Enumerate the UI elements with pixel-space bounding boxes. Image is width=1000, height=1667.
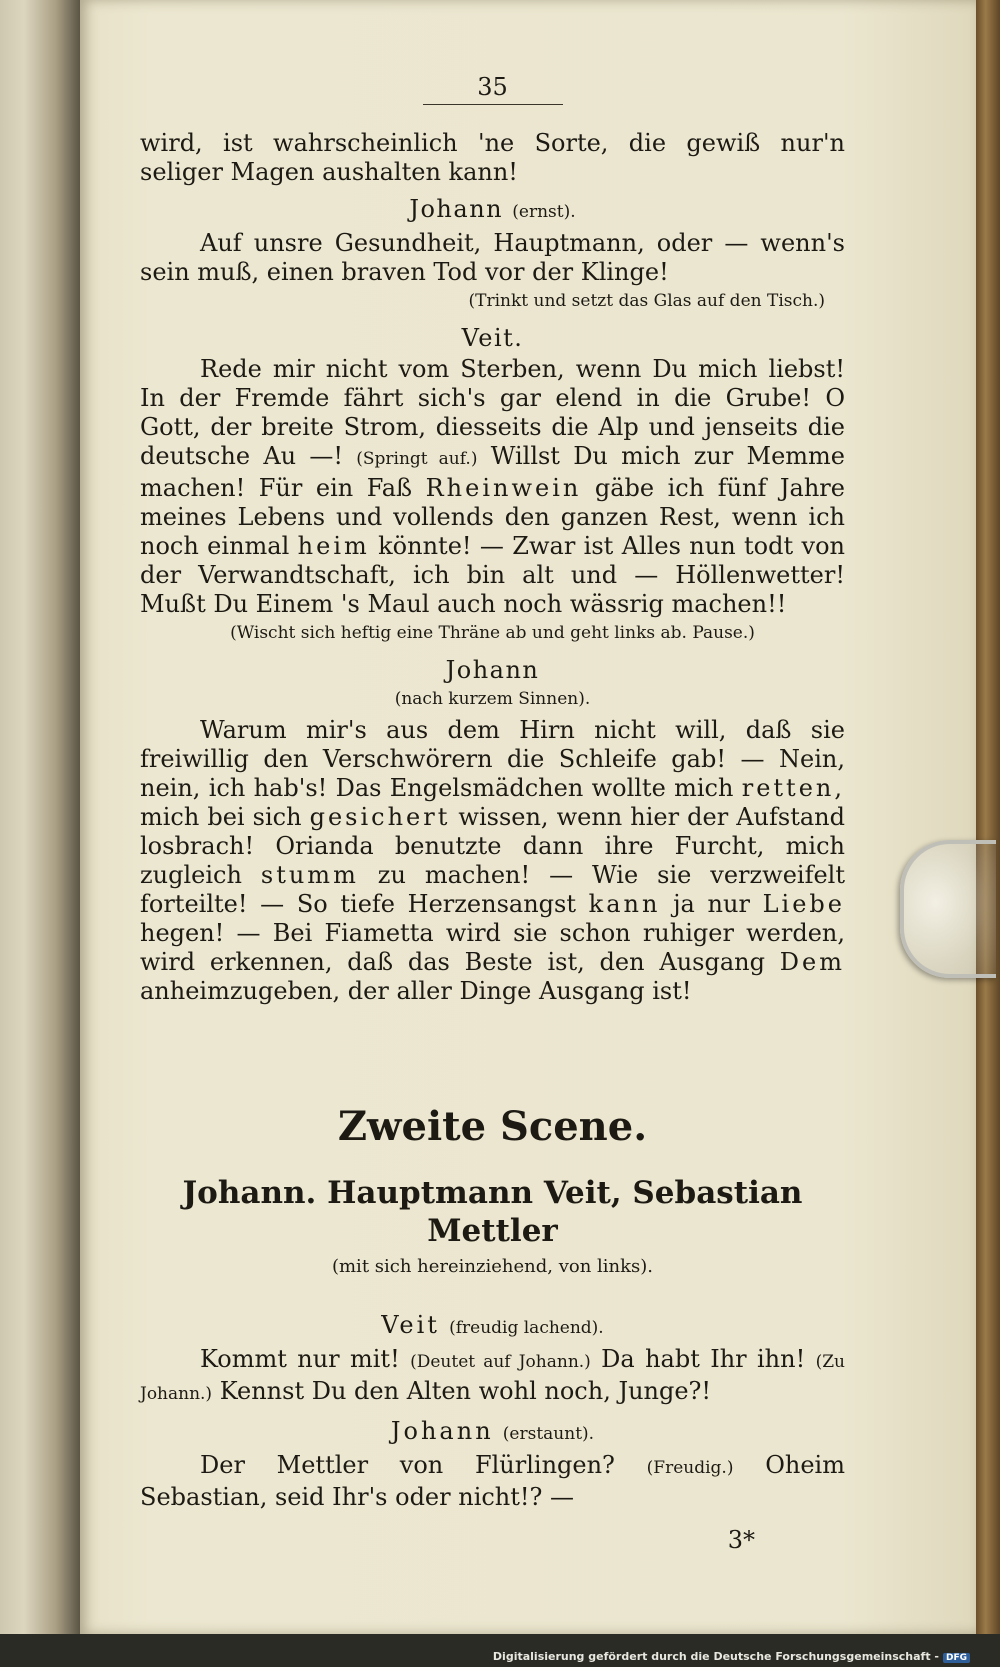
stage-direction-drink: (Trinkt und setzt das Glas auf den Tisch.) [468, 291, 825, 311]
emphasis-text: gesichert [309, 803, 451, 831]
scene-title: Zweite Scene. [337, 1103, 648, 1150]
speech-text: Willst Du mich zur Memme machen! Für ein Faß [140, 442, 846, 502]
speech-text: Kennst Du den Alten wohl noch, Junge?! [219, 1377, 712, 1405]
inline-direction: (Freudig.) [646, 1458, 734, 1478]
speech-text: hegen! — Bei Fiametta wird sie schon ruhiger werden, wird erkennen, daß das Beste ist, den Ausgang [140, 919, 845, 976]
speech-veit-1 [140, 355, 845, 619]
paragraph-continuation: wird, ist wahrscheinlich 'ne Sorte, die gewiß nur'n seliger Magen aushalten kann! [140, 129, 845, 186]
speech-text: Der Mettler von Flürlingen? [200, 1451, 615, 1479]
speaker-johann-3 [140, 1417, 845, 1449]
speaker-name: Johann [390, 1417, 494, 1445]
page-text [140, 70, 845, 1555]
speech-text: Warum mir's aus dem Hirn nicht will, daß sie freiwillig den Verschwörern die Schleife gab! — Nein, nein, ich hab's! Das Engelsmädchen wollte mich [140, 716, 845, 802]
speech-text: gäbe ich fünf Jahre meines Lebens und vollends den ganzen Rest, wenn ich noch einmal [140, 474, 845, 560]
stage-direction-exit: (Wischt sich heftig eine Thräne ab und geht links ab. Pause.) [230, 623, 755, 643]
speaker-name: Veit. [461, 324, 524, 352]
speech-text: ja nur [673, 890, 750, 918]
cast-direction: (mit sich hereinziehend, von links). [331, 1256, 654, 1277]
inline-direction: (Deutet auf Johann.) [410, 1352, 591, 1372]
speaker-direction: (nach kurzem Sinnen). [394, 689, 591, 709]
emphasis-text: heim [297, 532, 370, 560]
speaker-name: Johann [445, 656, 540, 684]
speaker-direction: (freudig lachend). [449, 1318, 604, 1338]
speaker-name: Veit [381, 1311, 440, 1339]
emphasis-text: stumm [260, 861, 359, 889]
speaker-johann-1 [140, 195, 845, 227]
book-cover-edge [976, 0, 1000, 1634]
inline-direction: (Zu Johann.) [140, 1352, 845, 1404]
previous-page-edge [0, 0, 80, 1667]
header-rule [423, 104, 563, 105]
speaker-direction: (erstaunt). [502, 1424, 595, 1444]
page-number: 35 [477, 73, 508, 101]
speech-johann-2 [140, 716, 845, 1006]
speaker-name: Johann [409, 195, 504, 223]
speech-text: Oheim Sebastian, seid Ihr's oder nicht!? — [140, 1451, 845, 1511]
emphasis-text: Rheinwein [425, 474, 582, 502]
emphasis-text: retten, [741, 774, 845, 802]
speaker-veit-2 [140, 1311, 845, 1343]
emphasis-text: Liebe [762, 890, 845, 918]
speech-text: Rede mir nicht vom Sterben, wenn Du mich liebst! In der Fremde fährt sich's gar elend in die Grube! O Gott, der breite Strom, diesseits die Alp und jenseits die deutsche Au —! [140, 355, 845, 470]
speech-veit-2 [140, 1345, 845, 1409]
speech-johann-3 [140, 1451, 845, 1512]
speech-johann-1: Auf unsre Gesundheit, Hauptmann, oder — wenn's sein muß, einen braven Tod vor der Klinge! [140, 229, 845, 286]
page-clip [900, 840, 996, 978]
speech-text: mich bei sich [140, 803, 302, 831]
speech-text: wissen, wenn hier der Aufstand losbrach! Orianda benutzte dann ihre Furcht, mich zugleich [140, 803, 845, 889]
speech-text: könnte! — Zwar ist Alles nun todt von der Verwandtschaft, ich bin alt und — Höllenwetter! Mußt Du Einem 's Maul auch noch wässrig machen!! [140, 532, 845, 618]
speech-text: zu machen! — Wie sie verzweifelt forteilte! — So tiefe Herzensangst [140, 861, 845, 918]
speech-text: Kommt nur mit! [200, 1345, 400, 1373]
speaker-johann-2 [140, 656, 845, 714]
emphasis-text: kann [588, 890, 661, 918]
speech-text: anheimzugeben, der aller Dinge Ausgang ist! [140, 977, 692, 1005]
credit-text: Digitalisierung gefördert durch die Deutsche Forschungsgemeinschaft - [492, 1650, 939, 1663]
speech-text: Da habt Ihr ihn! [601, 1345, 806, 1373]
cast-list: Johann. Hauptmann Veit, Sebastian Mettler [182, 1175, 803, 1249]
speaker-veit-1 [140, 324, 845, 353]
emphasis-text: Dem [779, 948, 845, 976]
signature-mark: 3* [727, 1526, 755, 1554]
dfg-logo: DFG [943, 1653, 970, 1663]
speaker-direction: (ernst). [512, 202, 576, 222]
inline-direction: (Springt auf.) [356, 449, 478, 469]
digitization-credit [493, 1650, 970, 1663]
